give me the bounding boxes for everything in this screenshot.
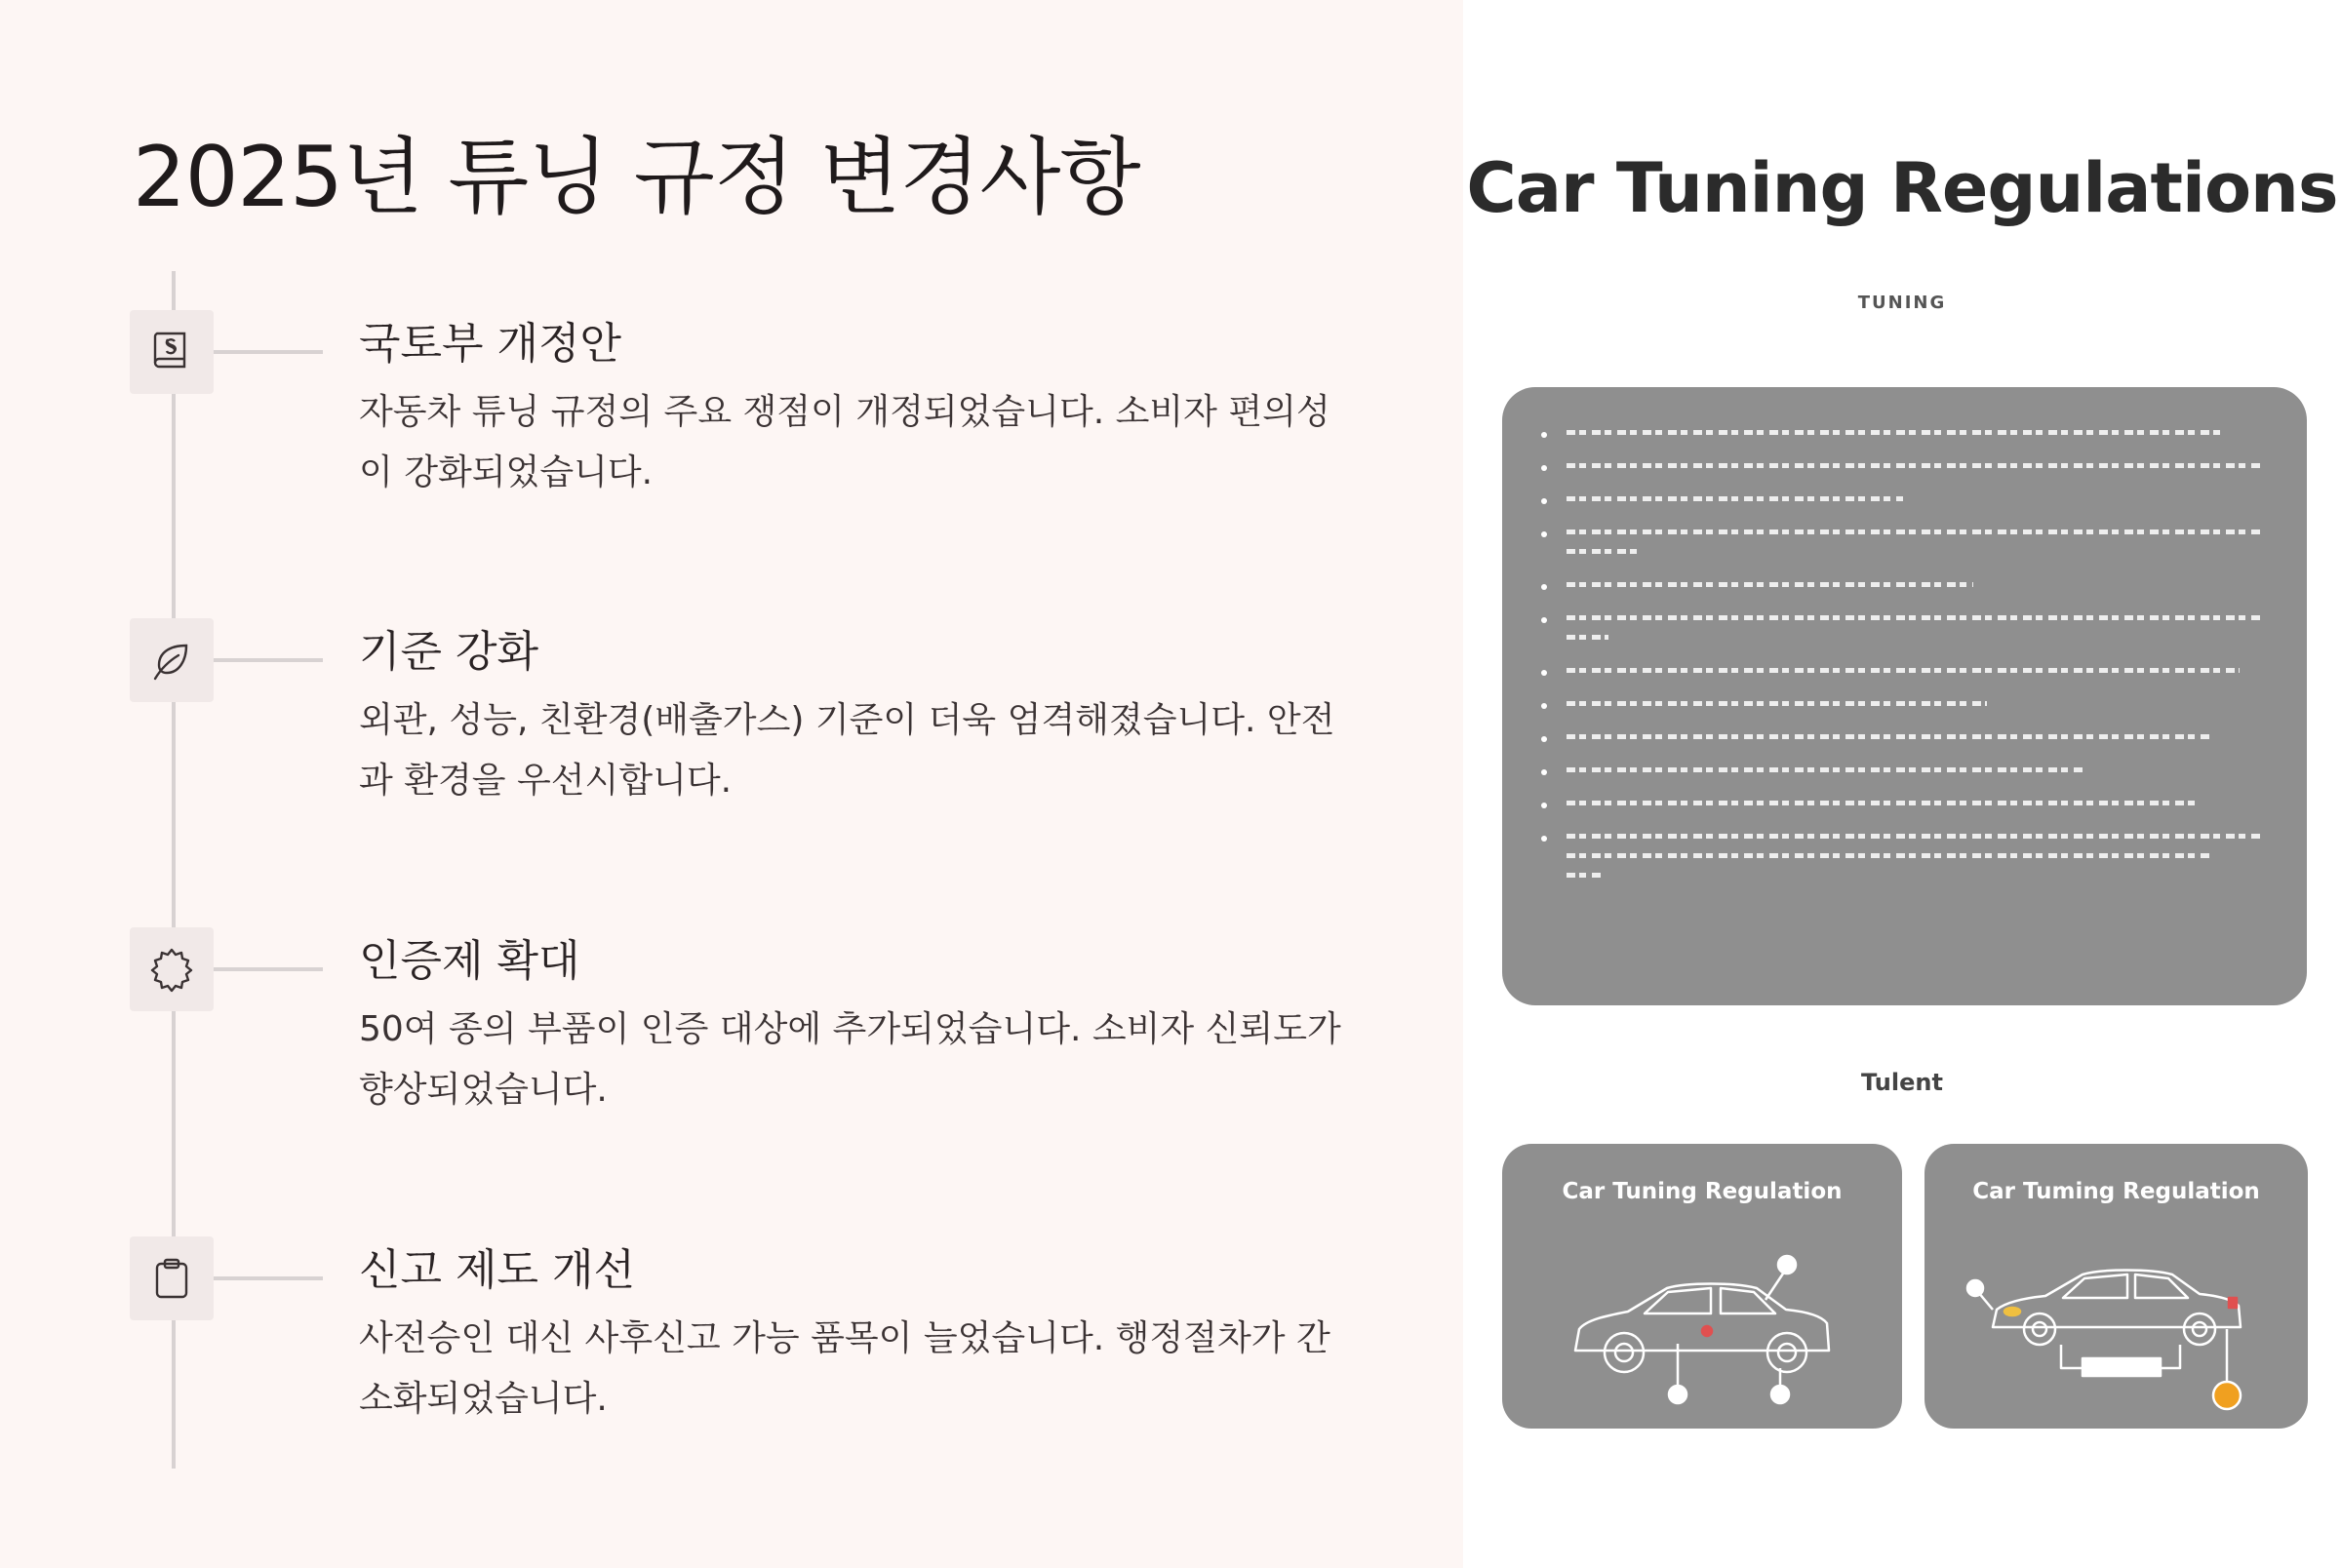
illustration-subtitle <box>1463 293 2341 313</box>
timeline-connector <box>214 658 323 662</box>
document-line <box>1541 797 2268 810</box>
document-line <box>1541 830 2268 843</box>
timeline-connector <box>214 1276 323 1280</box>
timeline-connector <box>214 350 323 354</box>
illustration-title: Car Tuning Regulations <box>1466 148 2338 228</box>
timeline-item <box>0 1236 1463 1470</box>
illustration-panel <box>1463 0 2341 1568</box>
timeline-item <box>0 310 1463 544</box>
car-diagram-card <box>1502 1144 1902 1429</box>
item-title: 인증제 확대 <box>359 936 580 986</box>
item-description: 외관, 성능, 친환경(배출가스) 기준이 더욱 엄격해졌습니다. 안전과 환경을 우선시합니다. <box>359 700 1335 801</box>
document-line <box>1541 492 2268 506</box>
card-title: Car Tuning Regulation <box>1562 1179 1843 1204</box>
timeline-item <box>0 618 1463 852</box>
item-description: 사전승인 대신 사후신고 가능 품목이 늘었습니다. 행정절차가 간소화되었습니다. <box>359 1318 1330 1419</box>
document-line <box>1541 459 2268 473</box>
page-title: 2025년 튜닝 규정 변경사항 <box>133 129 1140 226</box>
illustration-subtitle-text: TUNING <box>1857 293 1947 313</box>
document-line <box>1541 764 2268 777</box>
item-description: 자동차 튜닝 규정의 주요 쟁점이 개정되었습니다. 소비자 편의성이 강화되었습니다. <box>359 392 1330 492</box>
document-line <box>1541 631 2268 645</box>
timeline-connector <box>214 967 323 971</box>
car-side-view-icon <box>1924 1222 2308 1417</box>
document-line <box>1541 545 2268 559</box>
document-line <box>1541 697 2268 711</box>
document-line <box>1541 578 2268 592</box>
document-line <box>1541 730 2268 744</box>
car-side-view-icon <box>1502 1222 1902 1417</box>
item-title: 기준 강화 <box>359 627 539 677</box>
document-line <box>1541 426 2268 440</box>
document-line <box>1541 664 2268 678</box>
document-line <box>1541 611 2268 625</box>
leaf-icon <box>130 618 214 702</box>
timeline-item <box>0 927 1463 1161</box>
document-line <box>1541 849 2268 863</box>
illustration-caption: Tulent <box>1861 1069 1943 1096</box>
document-line <box>1541 526 2268 539</box>
item-description: 50여 종의 부품이 인증 대상에 추가되었습니다. 소비자 신뢰도가 향상되었습니다. <box>359 1009 1341 1110</box>
car-diagram-card <box>1924 1144 2308 1429</box>
law-book-icon <box>130 310 214 394</box>
item-title: 국토부 개정안 <box>359 319 622 369</box>
badge-icon <box>130 927 214 1011</box>
item-title: 신고 제도 개선 <box>359 1245 635 1295</box>
clipboard-icon <box>130 1236 214 1320</box>
document-line <box>1541 869 2268 882</box>
card-title: Car Tuming Regulation <box>1972 1179 2260 1204</box>
regulation-document <box>1502 387 2307 1005</box>
